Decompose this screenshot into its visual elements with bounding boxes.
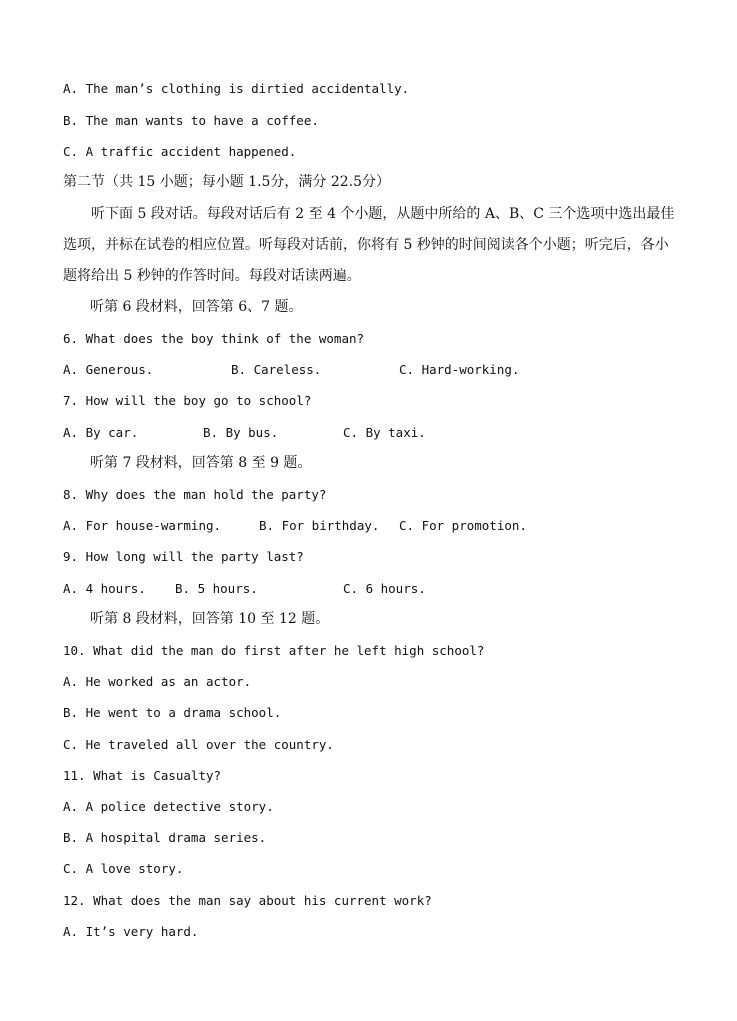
q7-option-b: B. By bus. <box>203 425 279 440</box>
q10-option-b: B. He went to a drama school. <box>63 705 282 720</box>
question-6: 6. What does the boy think of the woman? <box>63 331 365 346</box>
question-10: 10. What did the man do first after he left high school? <box>63 643 485 658</box>
q9-option-a: A. 4 hours. <box>63 581 146 596</box>
q8-option-c: C. For promotion. <box>399 518 527 533</box>
q12-option-a: A. It’s very hard. <box>63 924 199 939</box>
q11-option-b: B. A hospital drama series. <box>63 830 267 845</box>
q5-option-b: B. The man wants to have a coffee. <box>63 113 319 128</box>
q5-option-c: C. A traffic accident happened. <box>63 144 297 159</box>
q6-option-b: B. Careless. <box>231 362 322 377</box>
dialog-6-heading: 听第 6 段材料，回答第 6、7 题。 <box>90 299 303 315</box>
q10-option-a: A. He worked as an actor. <box>63 674 252 689</box>
dialog-7-heading: 听第 7 段材料，回答第 8 至 9 题。 <box>90 455 312 471</box>
section-title: 第二节（共 15 小题；每小题 1.5分，满分 22.5分） <box>63 174 391 190</box>
question-7: 7. How will the boy go to school? <box>63 393 312 408</box>
q8-option-b: B. For birthday. <box>259 518 380 533</box>
q6-option-c: C. Hard-working. <box>399 362 520 377</box>
section-instructions: 听下面 5 段对话。每段对话后有 2 至 4 个小题，从题中所给的 A、B、C 三个选项中选出最佳选项，并标在试卷的相应位置。听每段对话前，你将有 5 秒钟的时间阅读各个小题；听完后，各小题将给出 5 秒钟的作答时间。每段对话读两遍。 <box>63 206 675 284</box>
q10-option-c: C. He traveled all over the country. <box>63 737 334 752</box>
question-11: 11. What is Casualty? <box>63 768 222 783</box>
question-12: 12. What does the man say about his current work? <box>63 893 432 908</box>
q6-option-a: A. Generous. <box>63 362 154 377</box>
q5-option-a: A. The man’s clothing is dirtied accidentally. <box>63 81 410 96</box>
question-9: 9. How long will the party last? <box>63 549 304 564</box>
dialog-8-heading: 听第 8 段材料，回答第 10 至 12 题。 <box>90 611 330 627</box>
q7-option-a: A. By car. <box>63 425 139 440</box>
q9-option-c: C. 6 hours. <box>343 581 426 596</box>
q11-option-a: A. A police detective story. <box>63 799 274 814</box>
question-8: 8. Why does the man hold the party? <box>63 487 327 502</box>
q9-option-b: B. 5 hours. <box>175 581 258 596</box>
q7-option-c: C. By taxi. <box>343 425 426 440</box>
q11-option-c: C. A love story. <box>63 861 184 876</box>
q8-option-a: A. For house-warming. <box>63 518 222 533</box>
